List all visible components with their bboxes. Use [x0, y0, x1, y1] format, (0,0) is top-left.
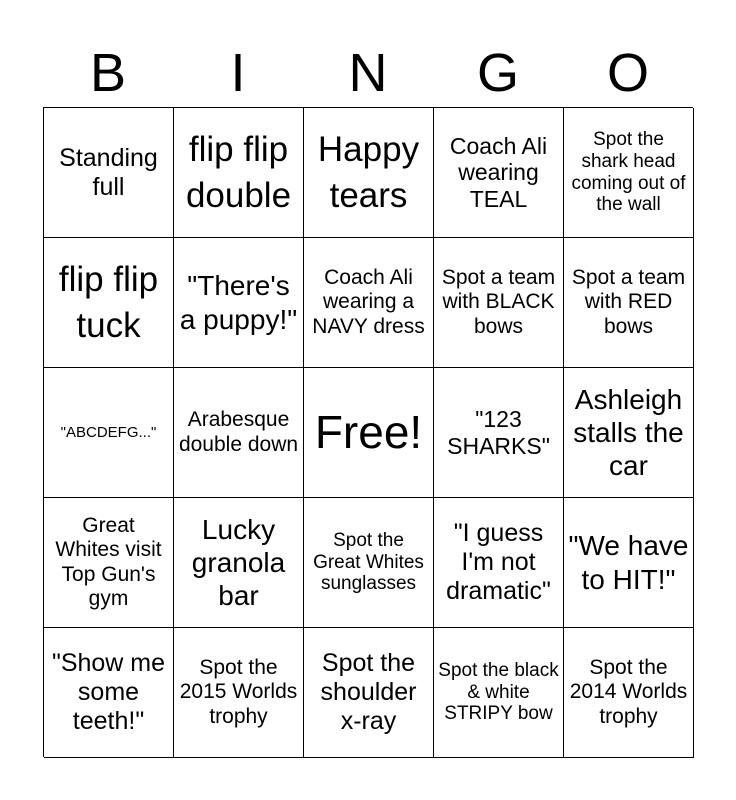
bingo-cell[interactable]: "ABCDEFG..." — [44, 368, 174, 498]
bingo-cell[interactable]: flip flip double — [174, 108, 304, 238]
bingo-cell[interactable]: Spot the Great Whites sunglasses — [304, 498, 434, 628]
bingo-cell[interactable]: Spot the 2015 Worlds trophy — [174, 628, 304, 758]
bingo-cell[interactable]: "I guess I'm not dramatic" — [434, 498, 564, 628]
bingo-cell[interactable]: "123 SHARKS" — [434, 368, 564, 498]
bingo-card — [43, 107, 693, 757]
bingo-cell[interactable]: Coach Ali wearing a NAVY dress — [304, 238, 434, 368]
bingo-cell[interactable]: Spot the black & white STRIPY bow — [434, 628, 564, 758]
header-letter-n: N — [348, 43, 388, 103]
bingo-cell[interactable]: Spot the shark head coming out of the wall — [564, 108, 694, 238]
free-space[interactable]: Free! — [304, 368, 434, 498]
header-letter-b: B — [89, 43, 127, 103]
bingo-cell[interactable]: Great Whites visit Top Gun's gym — [44, 498, 174, 628]
bingo-cell[interactable]: Spot the 2014 Worlds trophy — [564, 628, 694, 758]
bingo-cell[interactable]: Spot the shoulder x-ray — [304, 628, 434, 758]
bingo-cell[interactable]: Happy tears — [304, 108, 434, 238]
bingo-cell[interactable]: Ashleigh stalls the car — [564, 368, 694, 498]
header-letter-i: I — [230, 43, 246, 103]
header-letter-g: G — [476, 43, 519, 103]
bingo-cell[interactable]: Spot a team with BLACK bows — [434, 238, 564, 368]
bingo-cell[interactable]: Lucky granola bar — [174, 498, 304, 628]
bingo-cell[interactable]: "We have to HIT!" — [564, 498, 694, 628]
bingo-cell[interactable]: Standing full — [44, 108, 174, 238]
bingo-cell[interactable]: Coach Ali wearing TEAL — [434, 108, 564, 238]
bingo-cell[interactable]: Arabesque double down — [174, 368, 304, 498]
bingo-cell[interactable]: "There's a puppy!" — [174, 238, 304, 368]
bingo-cell[interactable]: Spot a team with RED bows — [564, 238, 694, 368]
header-letter-o: O — [606, 43, 649, 103]
bingo-cell[interactable]: "Show me some teeth!" — [44, 628, 174, 758]
bingo-header — [43, 38, 693, 108]
bingo-cell[interactable]: flip flip tuck — [44, 238, 174, 368]
